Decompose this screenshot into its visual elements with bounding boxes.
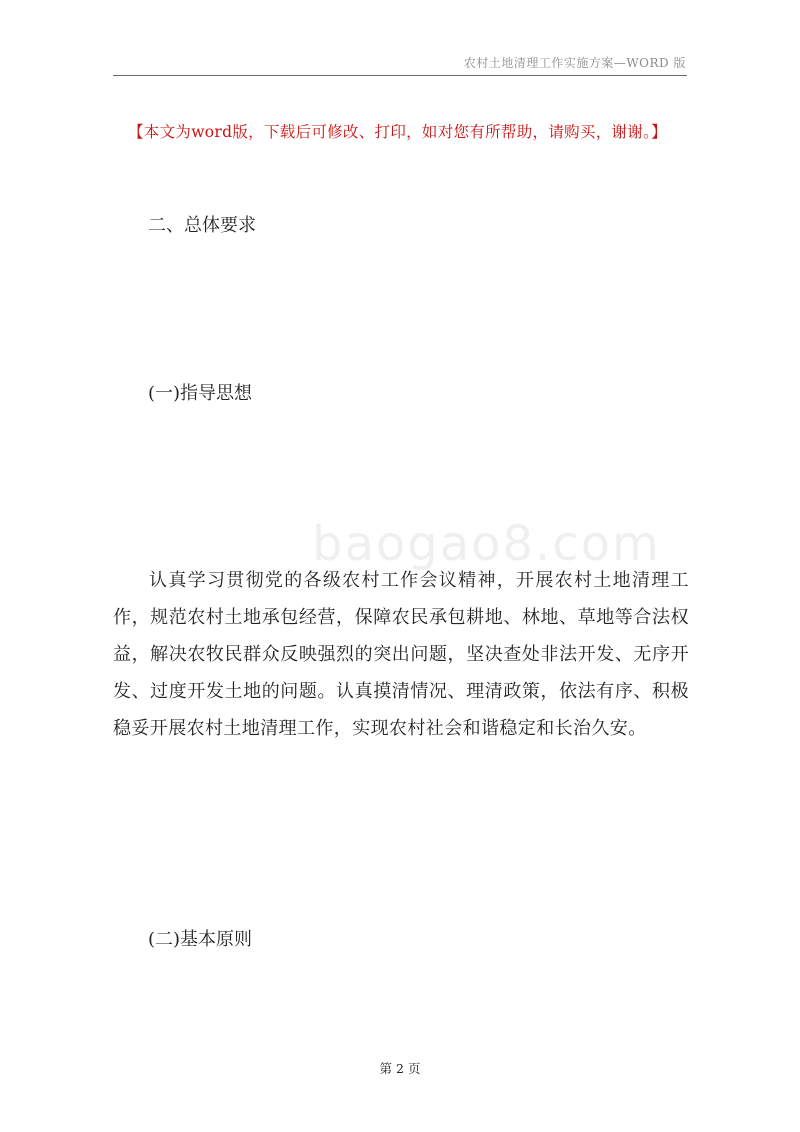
watermark: baogao8.com xyxy=(312,516,661,572)
purchase-notice: 【本文为word版，下载后可修改、打印，如对您有所帮助，请购买，谢谢。】 xyxy=(128,123,667,141)
page-number: 第 2 页 xyxy=(379,1061,421,1076)
header-divider xyxy=(113,75,687,76)
subsection-heading-basic-principles: (二)基本原则 xyxy=(148,929,253,950)
section-heading: 二、总体要求 xyxy=(148,215,256,236)
subsection-heading-guiding-ideology: (一)指导思想 xyxy=(148,383,253,404)
body-paragraph: 认真学习贯彻党的各级农村工作会议精神，开展农村土地清理工作，规范农村土地承包经营，保障农民承包耕地、林地、草地等合法权益，解决农牧民群众反映强烈的突出问题，坚决查处非法开发、无序开发、过度开发土地的问题。认真摸清情况、理清政策，依法有序、积极稳妥开展农村土地清理工作，实现农村社会和谐稳定和长治久安。 xyxy=(113,570,689,739)
running-header: 农村土地清理工作实施方案—WORD 版 xyxy=(463,56,686,70)
